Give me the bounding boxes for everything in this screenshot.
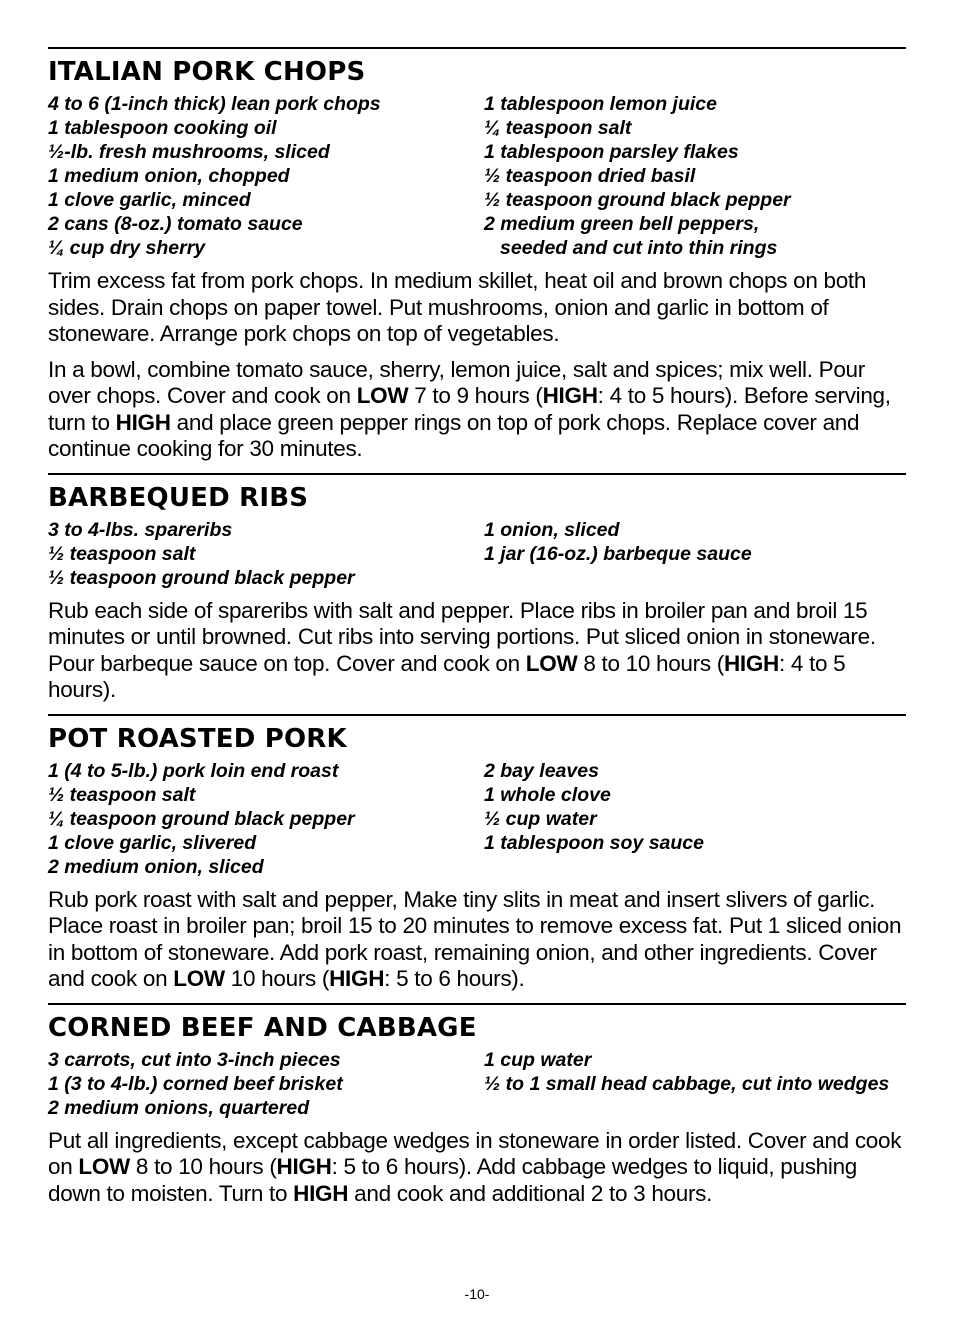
ingredient-item: [48, 116, 484, 140]
ingredient-item: [484, 1072, 906, 1096]
recipe-section: [48, 473, 906, 704]
instruction-paragraph: [48, 887, 906, 993]
ingredient-item: [484, 212, 906, 236]
ingredient-list: [48, 92, 906, 260]
ingredient-item: [48, 236, 484, 260]
ingredient-item: [48, 807, 484, 831]
ingredient-item: [48, 164, 484, 188]
ingredient-item: [48, 1072, 484, 1096]
ingredient-text: ½-lb. fresh mushrooms, sliced: [48, 141, 330, 163]
ingredient-text: 2 medium green bell peppers,: [484, 213, 760, 235]
ingredient-column-left: [48, 1048, 484, 1120]
instruction-text: 8 to 10 hours (: [129, 1154, 277, 1179]
instruction-paragraph: [48, 598, 906, 704]
ingredient-text: 3 carrots, cut into 3-inch pieces: [48, 1048, 341, 1071]
recipe-title: ITALIAN PORK CHOPS: [48, 57, 366, 87]
recipe-page: [48, 47, 906, 1217]
instruction-text: Trim excess fat from pork chops. In medium skillet, heat oil and brown chops on both sides. Drain chops on paper towel. Put mushrooms, onion and garlic in bottom of stoneware. Arrange pork chops on top of vegetables.: [48, 268, 867, 346]
ingredient-text: 1 tablespoon parsley flakes: [484, 141, 739, 163]
instruction-paragraph: [48, 357, 906, 463]
ingredient-item: [48, 188, 484, 212]
ingredient-text: 1 whole clove: [484, 783, 611, 806]
cook-setting: HIGH: [115, 409, 171, 435]
ingredient-item: [48, 855, 484, 879]
instruction-text: Rub pork roast with salt and pepper, Make tiny slits in meat and insert slivers of garlic. Place roast in broiler pan; broil 15 to 20 minutes to remove excess fat. Put 1 sliced onion in bottom of stoneware. Add pork roast, remaining onion, and other ingredients. Cover and cook on: [48, 886, 902, 991]
ingredient-item: [48, 783, 484, 807]
ingredient-text: ½ teaspoon salt: [48, 542, 196, 565]
cook-setting: LOW: [356, 383, 409, 408]
ingredient-text: 1 tablespoon lemon juice: [484, 93, 717, 115]
ingredient-text: 1 (3 to 4-lb.) corned beef brisket: [48, 1072, 343, 1095]
ingredient-text: 1 clove garlic, slivered: [48, 831, 257, 854]
recipe-section: [48, 714, 906, 993]
instruction-text: : 5 to 6 hours).: [384, 966, 525, 991]
instruction-text: In a bowl, combine tomato sauce, sherry, lemon juice, salt and spices; mix well. Pour over chops. Cover and cook on: [48, 356, 865, 408]
instruction-text: 10 hours (: [224, 966, 330, 991]
ingredient-item: [484, 188, 906, 212]
ingredient-item: [48, 566, 484, 590]
ingredient-text: 1 tablespoon soy sauce: [484, 831, 704, 854]
cook-setting: HIGH: [276, 1154, 332, 1179]
ingredient-item: [484, 518, 906, 542]
ingredient-text: 1 jar (16-oz.) barbeque sauce: [484, 542, 752, 565]
cook-setting: LOW: [173, 966, 225, 991]
ingredient-column-right: [484, 1048, 906, 1120]
ingredient-item: [484, 1048, 906, 1072]
ingredient-item: [484, 542, 906, 566]
ingredient-item: [484, 807, 906, 831]
ingredient-text: 2 cans (8-oz.) tomato sauce: [48, 213, 303, 235]
ingredient-text: ¼ teaspoon ground black pepper: [48, 807, 355, 830]
cook-setting: HIGH: [723, 650, 779, 676]
ingredient-item: [484, 236, 906, 260]
ingredient-item: [484, 116, 906, 140]
instruction-text: : 4 to 5 hours).: [48, 650, 846, 702]
ingredient-item: [48, 212, 484, 236]
ingredient-text: 4 to 6 (1-inch thick) lean pork chops: [48, 93, 381, 115]
instruction-text: Rub each side of spareribs with salt and pepper. Place ribs in broiler pan and broil 15 minutes or until browned. Cut ribs into serving portions. Put sliced onion in stoneware. Pour barbeque sauce on top. Cover and cook on: [48, 597, 876, 676]
instruction-text: : 4 to 5 hours). Before serving, turn to: [48, 383, 891, 435]
ingredient-text: 1 cup water: [484, 1048, 592, 1071]
recipe-section: [48, 1003, 906, 1208]
ingredient-item: [48, 1048, 484, 1072]
cook-setting: HIGH: [329, 966, 385, 991]
cook-setting: HIGH: [293, 1180, 349, 1206]
ingredient-text: ½ teaspoon ground black pepper: [484, 189, 791, 211]
ingredient-text: 1 medium onion, chopped: [48, 165, 290, 187]
ingredient-item: [484, 164, 906, 188]
ingredient-text: ½ to 1 small head cabbage, cut into wedges: [484, 1072, 890, 1095]
ingredient-text: 3 to 4-lbs. spareribs: [48, 518, 233, 541]
cook-setting: LOW: [525, 650, 578, 676]
ingredient-text: ¼ teaspoon salt: [484, 117, 632, 139]
instruction-paragraph: [48, 1128, 906, 1208]
ingredient-text: ½ teaspoon salt: [48, 783, 196, 806]
ingredient-item: [484, 783, 906, 807]
ingredient-item: [48, 831, 484, 855]
ingredient-text: 2 bay leaves: [484, 759, 599, 782]
ingredient-text: 1 tablespoon cooking oil: [48, 117, 277, 139]
ingredient-text: 2 medium onions, quartered: [48, 1096, 310, 1119]
ingredient-item: [484, 831, 906, 855]
page-number: -10-: [464, 1286, 490, 1302]
instruction-text: 7 to 9 hours (: [408, 383, 543, 408]
ingredient-column-left: [48, 759, 484, 879]
ingredient-item: [48, 518, 484, 542]
ingredient-item: [48, 1096, 484, 1120]
cook-setting: LOW: [78, 1154, 130, 1179]
ingredient-column-right: [484, 518, 906, 590]
recipe-title: BARBEQUED RIBS: [48, 482, 309, 513]
ingredient-item: [48, 140, 484, 164]
ingredient-item: [484, 92, 906, 116]
ingredient-text: ½ teaspoon dried basil: [484, 165, 696, 187]
ingredient-column-right: [484, 92, 906, 260]
instruction-text: 8 to 10 hours (: [577, 650, 724, 676]
instruction-text: and cook and additional 2 to 3 hours.: [348, 1180, 713, 1206]
instruction-text: and place green pepper rings on top of pork chops. Replace cover and continue cooking for 30 minutes.: [48, 409, 860, 461]
ingredient-list: [48, 1048, 906, 1120]
recipe-section: [48, 47, 906, 463]
recipe-title: POT ROASTED PORK: [48, 723, 347, 754]
ingredient-list: [48, 759, 906, 879]
recipe-title: CORNED BEEF AND CABBAGE: [48, 1012, 477, 1043]
ingredient-text: 1 clove garlic, minced: [48, 189, 251, 211]
ingredient-text: 1 (4 to 5-lb.) pork loin end roast: [48, 759, 339, 782]
instruction-text: : 5 to 6 hours). Add cabbage wedges to liquid, pushing down to moisten. Turn to: [48, 1154, 858, 1206]
ingredient-column-left: [48, 518, 484, 590]
ingredient-text: ¼ cup dry sherry: [48, 237, 206, 259]
ingredient-column-left: [48, 92, 484, 260]
ingredient-text: 1 onion, sliced: [484, 518, 620, 541]
ingredient-list: [48, 518, 906, 590]
instruction-paragraph: [48, 268, 906, 348]
ingredient-text: 2 medium onion, sliced: [48, 855, 264, 878]
ingredient-item: [484, 759, 906, 783]
instruction-text: Put all ingredients, except cabbage wedges in stoneware in order listed. Cover and cook on: [48, 1127, 902, 1179]
ingredient-text: ½ teaspoon ground black pepper: [48, 566, 355, 589]
ingredient-text: ½ cup water: [484, 807, 597, 830]
ingredient-item: [48, 92, 484, 116]
ingredient-item: [484, 140, 906, 164]
ingredient-text: seeded and cut into thin rings: [500, 237, 778, 259]
ingredient-column-right: [484, 759, 906, 879]
ingredient-item: [48, 542, 484, 566]
cook-setting: HIGH: [542, 383, 598, 408]
ingredient-item: [48, 759, 484, 783]
